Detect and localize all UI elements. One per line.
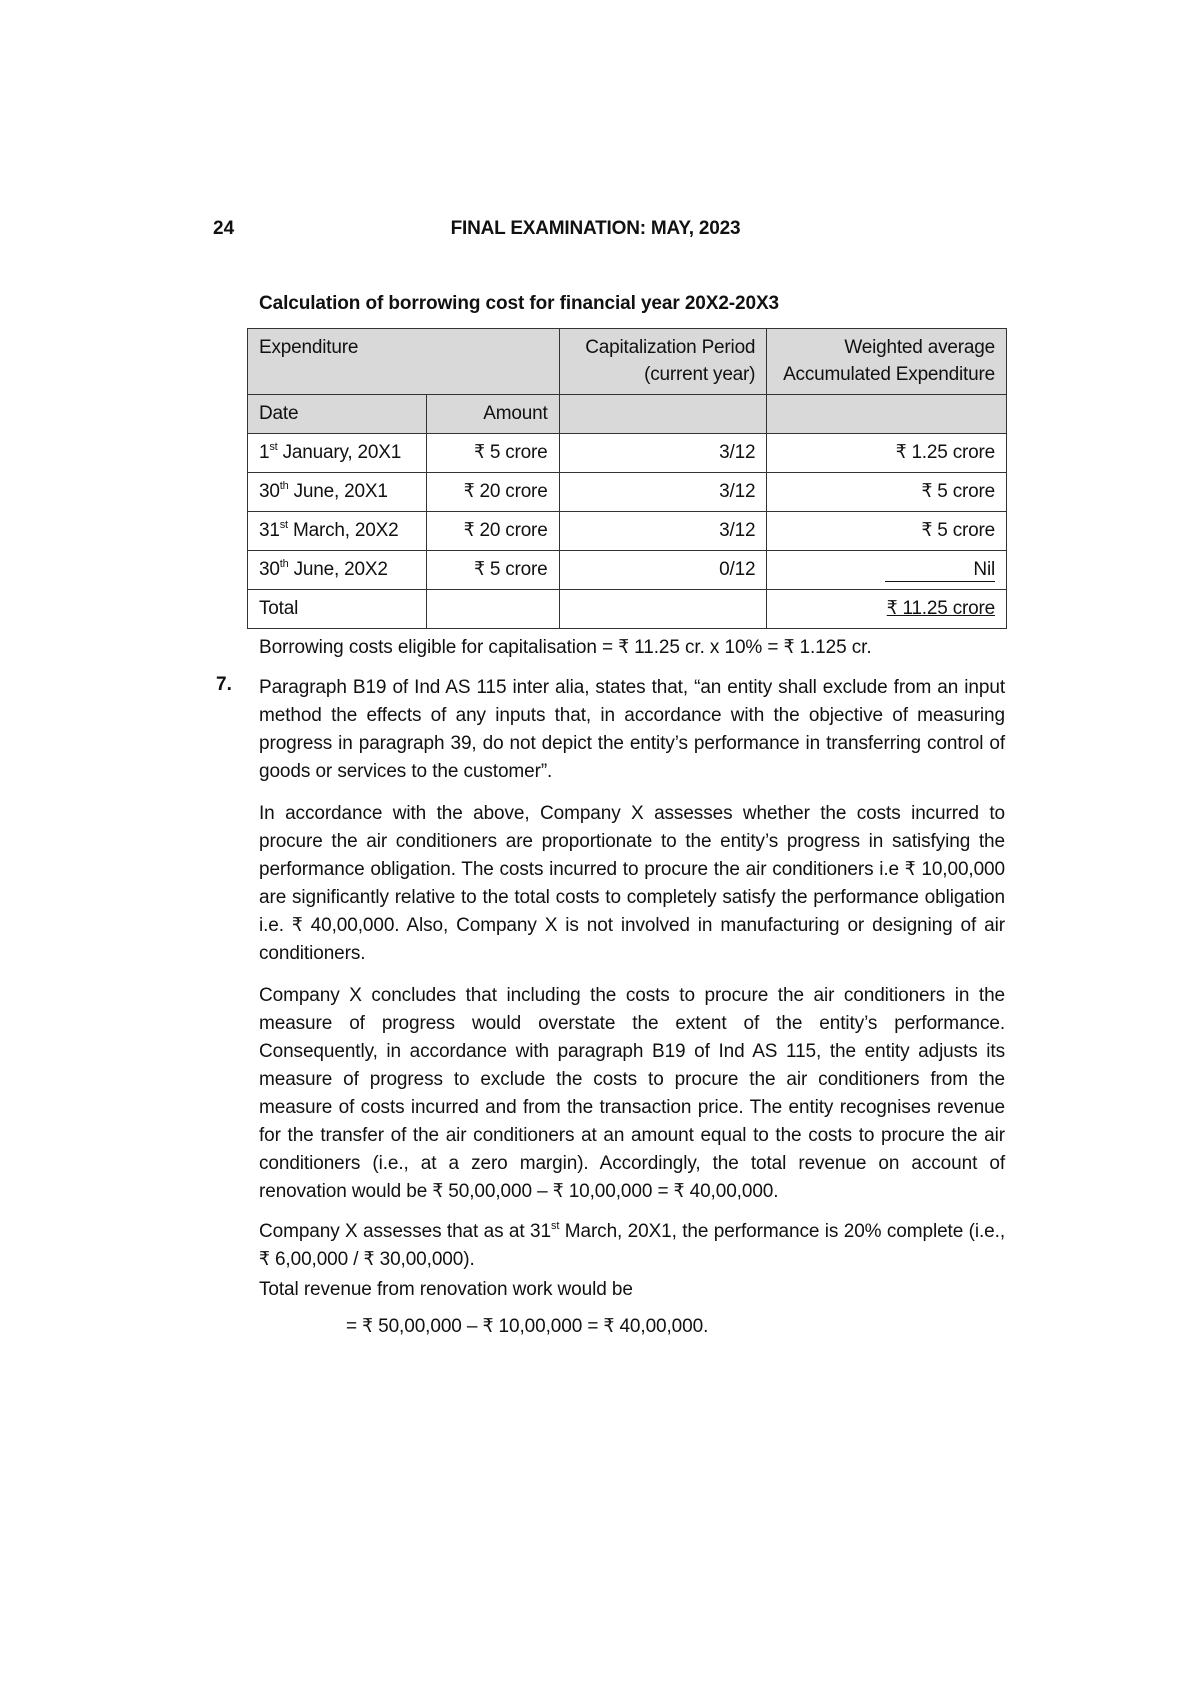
subheader-amount: Amount	[426, 395, 559, 434]
paragraph-1: Paragraph B19 of Ind AS 115 inter alia, states that, “an entity shall exclude from an input method the effects of any inputs that, in accordance with the objective of measuring progress in paragraph 39, do not depict the entity’s performance in transferring control of goods or services to the customer”.	[259, 677, 1005, 782]
subheader-date: Date	[248, 395, 427, 434]
table-row	[248, 434, 1007, 473]
header-weighted-average	[767, 329, 1007, 395]
total-value-cell	[767, 590, 1007, 629]
calculation-heading: Calculation of borrowing cost for financial year 20X2-20X3	[259, 293, 780, 314]
row-period: 3/12	[559, 473, 767, 512]
table-row	[248, 473, 1007, 512]
row-date: 31st March, 20X2	[248, 512, 427, 551]
total-empty-2	[559, 590, 767, 629]
revenue-formula: = ₹ 50,00,000 – ₹ 10,00,000 = ₹ 40,00,000.	[346, 1316, 709, 1337]
total-label: Total	[248, 590, 427, 629]
running-header: FINAL EXAMINATION: MAY, 2023	[450, 218, 741, 239]
nil-value: Nil	[885, 559, 995, 582]
table-header-row	[248, 329, 1007, 395]
paragraph-2: In accordance with the above, Company X assesses whether the costs incurred to procure the air conditioners are proportionate to the entity’s progress in satisfying the performance obligation. The costs incurred to procure the air conditioners i.e ₹ 10,00,000 are significantly relative to the total costs to completely satisfy the performance obligation i.e. ₹ 40,00,000. Also, Company X is not involved in manufacturing or designing of air conditioners.	[259, 803, 1005, 964]
table-row	[248, 551, 1007, 590]
table-subheader-row	[248, 395, 1007, 434]
page-number: 24	[213, 218, 235, 239]
question-number: 7.	[216, 674, 232, 695]
row-amount: ₹ 5 crore	[426, 434, 559, 473]
row-weighted: ₹ 5 crore	[767, 512, 1007, 551]
subheader-empty-1	[559, 395, 767, 434]
total-empty-1	[426, 590, 559, 629]
row-period: 3/12	[559, 512, 767, 551]
table-total-row	[248, 590, 1007, 629]
paragraph-4: Company X assesses that as at 31st March, 20X1, the performance is 20% complete (i.e., ₹ 6,00,000 / ₹ 30,00,000).	[259, 1219, 1005, 1270]
total-value: ₹ 11.25 crore	[886, 598, 995, 619]
header-capitalization-period	[559, 329, 767, 395]
paragraph-5: Total revenue from renovation work would be	[259, 1279, 633, 1300]
header-cap-line2: (current year)	[644, 364, 756, 385]
row-period: 0/12	[559, 551, 767, 590]
row-amount: ₹ 5 crore	[426, 551, 559, 590]
subheader-empty-2	[767, 395, 1007, 434]
row-weighted: ₹ 1.25 crore	[767, 434, 1007, 473]
header-cap-line1: Capitalization Period	[585, 337, 756, 358]
header-wavg-line1: Weighted average	[844, 337, 995, 358]
row-date: 30th June, 20X2	[248, 551, 427, 590]
row-amount: ₹ 20 crore	[426, 512, 559, 551]
header-wavg-line2: Accumulated Expenditure	[783, 364, 995, 385]
borrowing-cost-table	[247, 328, 1007, 629]
row-amount: ₹ 20 crore	[426, 473, 559, 512]
paragraph-3: Company X concludes that including the costs to procure the air conditioners in the measure of progress would overstate the extent of the entity’s performance. Consequently, in accordance with paragraph B19 of Ind AS 115, the entity adjusts its measure of progress to exclude the costs to procure the air conditioners from the measure of costs incurred and from the transaction price. The entity recognises revenue for the transfer of the air conditioners at an amount equal to the costs to procure the air conditioners (i.e., at a zero margin). Accordingly, the total revenue on account of renovation would be ₹ 50,00,000 – ₹ 10,00,000 = ₹ 40,00,000.	[259, 985, 1005, 1202]
row-date: 1st January, 20X1	[248, 434, 427, 473]
table-row	[248, 512, 1007, 551]
eligible-borrowing-line: Borrowing costs eligible for capitalisation = ₹ 11.25 cr. x 10% = ₹ 1.125 cr.	[259, 637, 872, 658]
row-weighted	[767, 551, 1007, 590]
row-weighted: ₹ 5 crore	[767, 473, 1007, 512]
row-period: 3/12	[559, 434, 767, 473]
header-expenditure: Expenditure	[248, 329, 560, 395]
row-date: 30th June, 20X1	[248, 473, 427, 512]
